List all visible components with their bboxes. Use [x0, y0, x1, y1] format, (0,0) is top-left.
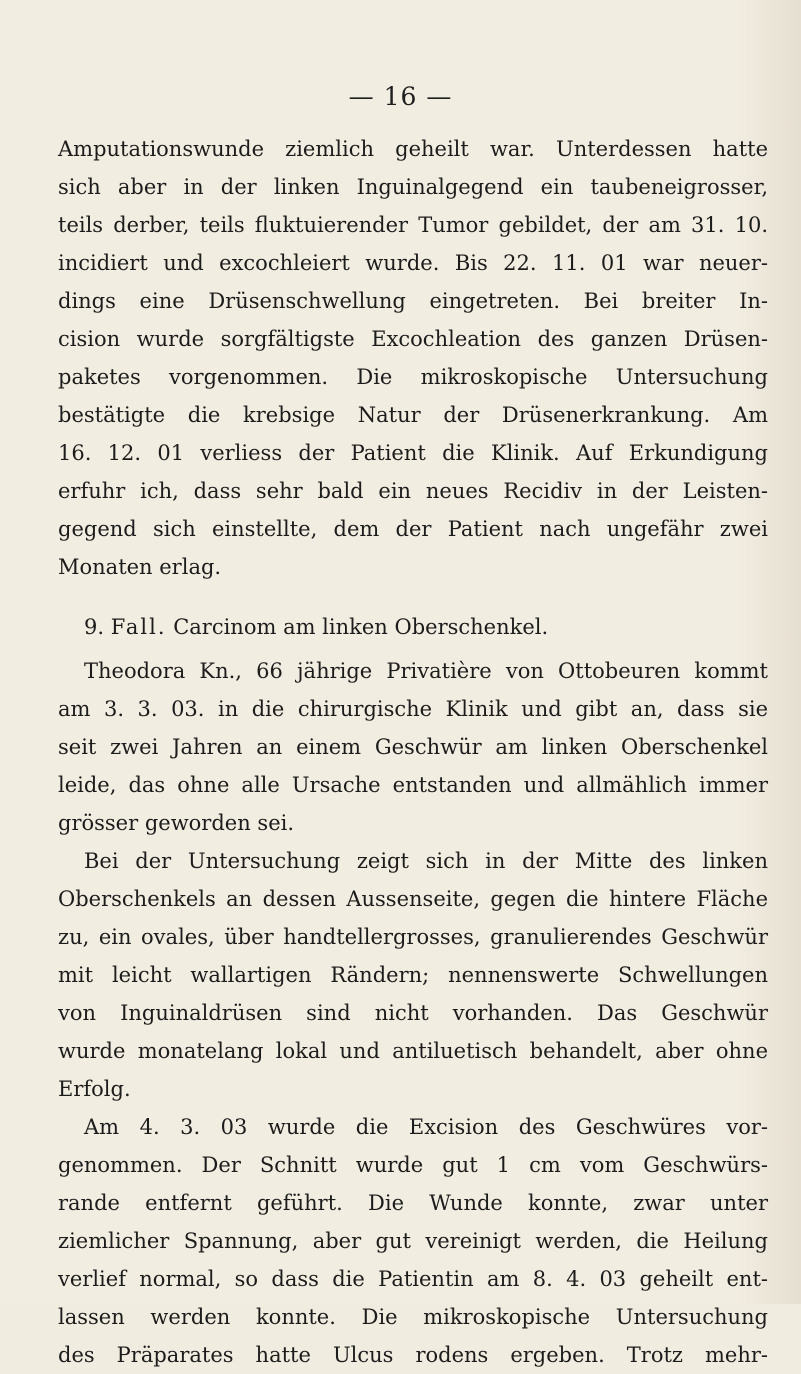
text-line: paketes vorgenommen. Die mikroskopische Untersuchung	[58, 365, 768, 389]
text-line: cision wurde sorgfältigste Excochleation des ganzen Drüsen-	[58, 327, 768, 351]
case-heading	[58, 608, 768, 646]
text-line: dings eine Drüsenschwellung eingetreten. Bei breiter In-	[58, 289, 768, 313]
text-line: Erfolg.	[58, 1077, 131, 1101]
paragraph-1	[58, 130, 768, 586]
text-line: 16. 12. 01 verliess der Patient die Klinik. Auf Erkundigung	[58, 441, 768, 465]
text-line: incidiert und excochleiert wurde. Bis 22. 11. 01 war neuer-	[58, 251, 768, 275]
text-line: von Inguinaldrüsen sind nicht vorhanden. Das Geschwür	[58, 1001, 768, 1025]
text-line: rande entfernt geführt. Die Wunde konnte, zwar unter	[58, 1191, 768, 1215]
text-line: erfuhr ich, dass sehr bald ein neues Recidiv in der Leisten-	[58, 479, 768, 503]
text-line: sich aber in der linken Inguinalgegend ein taubeneigrosser,	[58, 175, 768, 199]
text-line: gegend sich einstellte, dem der Patient nach ungefähr zwei	[58, 517, 768, 541]
text-line: leide, das ohne alle Ursache entstanden und allmählich immer	[58, 773, 768, 797]
text-line: wurde monatelang lokal und antiluetisch behandelt, aber ohne	[58, 1039, 768, 1063]
text-line: Monaten erlag.	[58, 555, 222, 579]
paragraph-2	[58, 652, 768, 842]
text-line: zu, ein ovales, über handtellergrosses, granulierendes Geschwür	[58, 925, 768, 949]
text-line: Oberschenkels an dessen Aussenseite, gegen die hintere Fläche	[58, 887, 768, 911]
text-line: verlief normal, so dass die Patientin am 8. 4. 03 geheilt ent-	[58, 1267, 768, 1291]
page-number: — 16 —	[348, 82, 453, 111]
text-line: grösser geworden sei.	[58, 811, 295, 835]
text-line: Amputationswunde ziemlich geheilt war. Unterdessen hatte	[58, 137, 768, 161]
text-line: des Präparates hatte Ulcus rodens ergeben. Trotz mehr-	[58, 1343, 768, 1367]
text-line: lassen werden konnte. Die mikroskopische Untersuchung	[58, 1305, 768, 1329]
text-line: Bei der Untersuchung zeigt sich in der Mitte des linken	[84, 849, 768, 873]
text-line: seit zwei Jahren an einem Geschwür am linken Oberschenkel	[58, 735, 768, 759]
text-line: ziemlicher Spannung, aber gut vereinigt werden, die Heilung	[58, 1229, 768, 1253]
text-line: genommen. Der Schnitt wurde gut 1 cm vom Geschwürs-	[58, 1153, 768, 1177]
body-text	[58, 130, 768, 1374]
case-label: Fall.	[110, 615, 167, 639]
text-line: Theodora Kn., 66 jährige Privatière von Ottobeuren kommt	[84, 659, 768, 683]
paragraph-3	[58, 842, 768, 1108]
case-title: Carcinom am linken Oberschenkel.	[173, 615, 549, 639]
text-line: teils derber, teils fluktuierender Tumor gebildet, der am 31. 10.	[58, 213, 768, 237]
text-line: Am 4. 3. 03 wurde die Excision des Geschwüres vor-	[84, 1115, 768, 1139]
case-number: 9.	[84, 615, 105, 639]
text-line: am 3. 3. 03. in die chirurgische Klinik und gibt an, dass sie	[58, 697, 768, 721]
paragraph-4	[58, 1108, 768, 1374]
text-line: bestätigte die krebsige Natur der Drüsenerkrankung. Am	[58, 403, 768, 427]
text-line: mit leicht wallartigen Rändern; nennenswerte Schwellungen	[58, 963, 768, 987]
